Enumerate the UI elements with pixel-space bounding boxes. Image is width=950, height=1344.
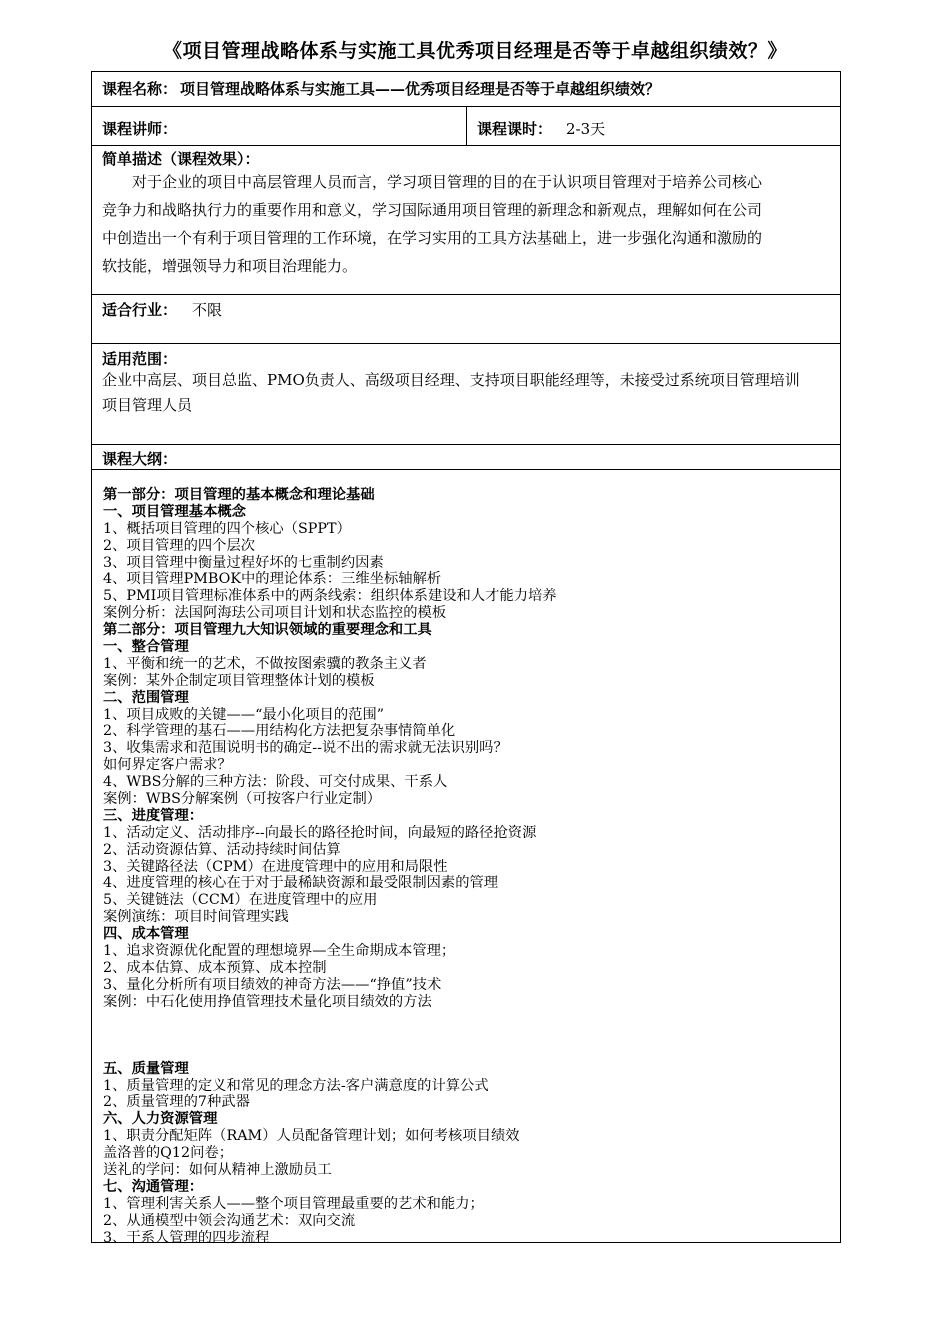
outline-item: 5、关键链法（CCM）在进度管理中的应用 bbox=[103, 892, 378, 909]
outline-item: 案例：某外企制定项目管理整体计划的模板 bbox=[103, 672, 375, 689]
outline-item: 案例：WBS分解案例（可按客户行业定制） bbox=[103, 791, 382, 808]
course-name-label: 课程名称： bbox=[102, 80, 178, 98]
outline-item: 盖洛普的Q12问卷； bbox=[103, 1145, 233, 1162]
outline-item: 3、关键路径法（CPM）在进度管理中的应用和局限性 bbox=[103, 858, 448, 875]
outline-item: 1、职责分配矩阵（RAM）人员配备管理计划；如何考核项目绩效 bbox=[103, 1128, 520, 1145]
scope-row bbox=[91, 343, 841, 445]
outline-label: 课程大纲： bbox=[102, 450, 178, 468]
scope-line: 项目管理人员 bbox=[102, 396, 193, 414]
description-text bbox=[102, 168, 832, 280]
scope-text bbox=[102, 368, 832, 418]
outline-item: 2、成本估算、成本预算、成本控制 bbox=[103, 959, 327, 976]
outline-item: 4、进度管理的核心在于对于最稀缺资源和最受限制因素的管理 bbox=[103, 875, 499, 892]
outline-item: 3、收集需求和范围说明书的确定--说不出的需求就无法识别吗？ bbox=[103, 740, 508, 757]
description-label: 简单描述（课程效果）： bbox=[102, 150, 260, 168]
outline-item: 4、项目管理PMBOK中的理论体系：三维坐标轴解析 bbox=[103, 571, 442, 588]
outline-item: 4、WBS分解的三种方法：阶段、可交付成果、干系人 bbox=[103, 774, 448, 791]
outline-heading: 四、成本管理 bbox=[103, 926, 189, 943]
outline-item: 1、项目成败的关键——“最小化项目的范围” bbox=[103, 706, 385, 723]
outline-item: 2、从通模型中领会沟通艺术：双向交流 bbox=[103, 1212, 356, 1229]
industry-label: 适合行业： bbox=[102, 301, 178, 319]
outline-item: 2、质量管理的7种武器 bbox=[103, 1094, 250, 1111]
outline-heading: 一、项目管理基本概念 bbox=[103, 503, 246, 520]
outline-heading: 二、范围管理 bbox=[103, 689, 189, 706]
document-title: 《项目管理战略体系与实施工具优秀项目经理是否等于卓越组织绩效？》 bbox=[162, 40, 787, 62]
lecturer-row bbox=[91, 106, 841, 146]
scope-line: 企业中高层、项目总监、PMO负责人、高级项目经理、支持项目职能经理等，未接受过系统项目管理培训 bbox=[102, 371, 800, 389]
outline-item: 1、质量管理的定义和常见的理念方法-客户满意度的计算公式 bbox=[103, 1077, 489, 1094]
column-divider bbox=[466, 107, 467, 145]
outline-item: 案例演练：项目时间管理实践 bbox=[103, 909, 289, 926]
outline-item: 1、平衡和统一的艺术，不做按图索骥的教条主义者 bbox=[103, 655, 427, 672]
outline-item: 2、项目管理的四个层次 bbox=[103, 537, 256, 554]
outline-item: 送礼的学问：如何从精神上激励员工 bbox=[103, 1161, 332, 1178]
outline-item: 如何界定客户需求？ bbox=[103, 757, 232, 774]
outline-block-1 bbox=[103, 487, 833, 1011]
outline-heading: 五、质量管理 bbox=[103, 1060, 189, 1077]
outline-item: 3、项目管理中衡量过程好坏的七重制约因素 bbox=[103, 554, 384, 571]
outline-item: 3、干系人管理的四步流程 bbox=[103, 1229, 270, 1246]
outline-heading: 三、进度管理： bbox=[103, 807, 204, 824]
outline-item: 1、追求资源优化配置的理想境界—全生命期成本管理； bbox=[103, 943, 456, 960]
outline-heading: 第二部分：项目管理九大知识领域的重要理念和工具 bbox=[103, 622, 432, 639]
course-name-value: 项目管理战略体系与实施工具——优秀项目经理是否等于卓越组织绩效？ bbox=[180, 80, 661, 98]
outline-block-2 bbox=[103, 1061, 833, 1247]
outline-content bbox=[103, 487, 833, 1246]
outline-heading: 七、沟通管理： bbox=[103, 1178, 204, 1195]
scope-label: 适用范围： bbox=[102, 350, 178, 368]
description-row bbox=[91, 145, 841, 295]
industry-row bbox=[91, 294, 841, 344]
lecturer-label: 课程讲师： bbox=[102, 120, 178, 138]
description-line: 软技能，增强领导力和项目治理能力。 bbox=[102, 257, 358, 275]
outline-item: 2、科学管理的基石——用结构化方法把复杂事情简单化 bbox=[103, 723, 456, 740]
description-line: 对于企业的项目中高层管理人员而言，学习项目管理的目的在于认识项目管理对于培养公司核心 bbox=[132, 173, 763, 191]
description-line: 中创造出一个有利于项目管理的工作环境，在学习实用的工具方法基础上，进一步强化沟通和激励的 bbox=[102, 229, 763, 247]
outline-item: 1、管理利害关系人——整个项目管理最重要的艺术和能力； bbox=[103, 1195, 484, 1212]
outline-item: 1、活动定义、活动排序--向最长的路径抢时间，向最短的路径抢资源 bbox=[103, 824, 537, 841]
outline-label-row bbox=[91, 444, 841, 470]
hours-value: 2-3天 bbox=[566, 120, 606, 138]
hours-label: 课程课时： bbox=[477, 120, 553, 138]
outline-heading: 第一部分：项目管理的基本概念和理论基础 bbox=[103, 487, 375, 503]
outline-heading: 一、整合管理 bbox=[103, 639, 189, 656]
outline-item: 案例：中石化使用挣值管理技术量化项目绩效的方法 bbox=[103, 993, 432, 1010]
outline-item: 1、概括项目管理的四个核心（SPPT） bbox=[103, 520, 351, 537]
outline-item: 5、PMI项目管理标准体系中的两条线索：组织体系建设和人才能力培养 bbox=[103, 588, 557, 605]
course-name-row bbox=[91, 71, 841, 107]
outline-item: 2、活动资源估算、活动持续时间估算 bbox=[103, 841, 341, 858]
industry-value: 不限 bbox=[192, 301, 223, 319]
description-line: 竞争力和战略执行力的重要作用和意义，学习国际通用项目管理的新理念和新观点，理解如何在公司 bbox=[102, 201, 763, 219]
outline-heading: 六、人力资源管理 bbox=[103, 1111, 218, 1128]
outline-item: 案例分析：法国阿海珐公司项目计划和状态监控的模板 bbox=[103, 605, 447, 622]
outline-item: 3、量化分析所有项目绩效的神奇方法——“挣值”技术 bbox=[103, 976, 442, 993]
